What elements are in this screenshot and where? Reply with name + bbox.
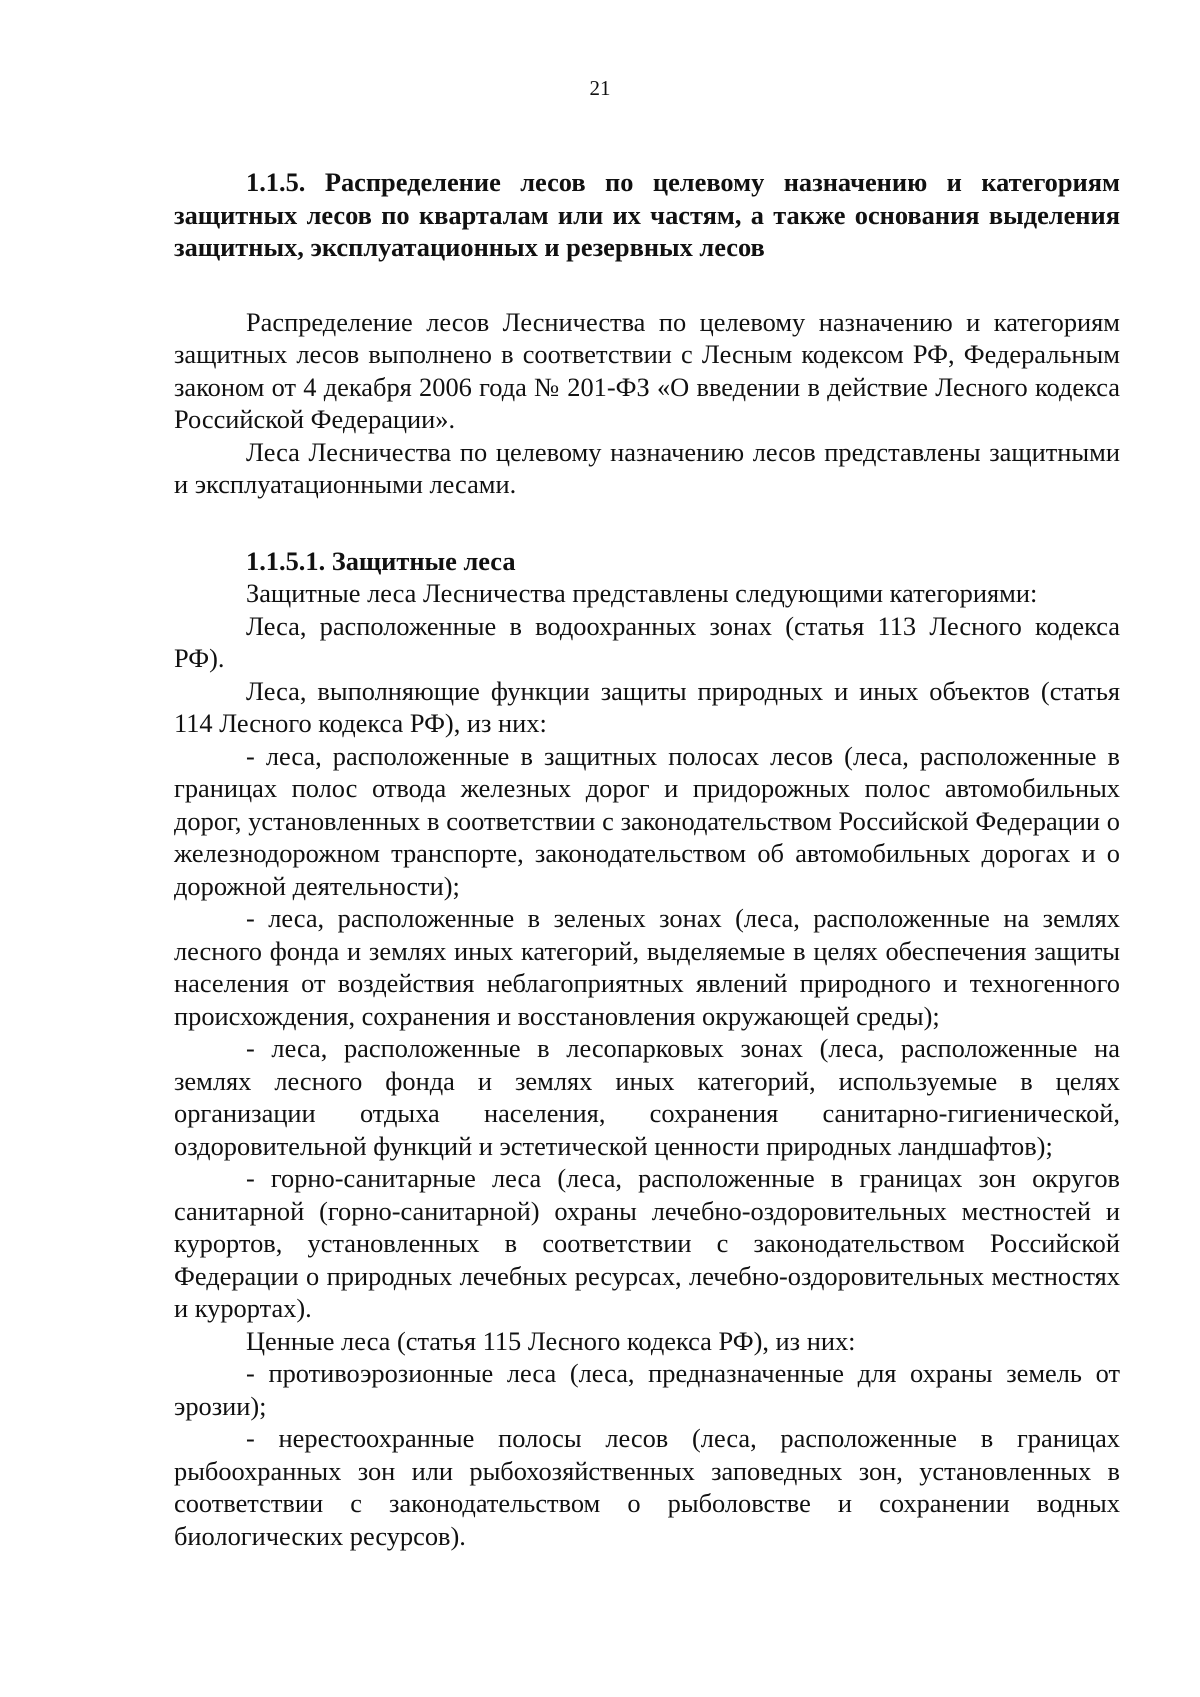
section-heading: 1.1.5. Распределение лесов по целевому назначению и категориям защитных лесов по кварталам или их частям, а также основания выделения защитных, эксплуатационных и резервных лесов	[174, 167, 1120, 262]
list-item: - горно-санитарные леса (леса, расположенные в границах зон округов санитарной (горно-санитарной) охраны лечебно-оздоровительных местностей и курортов, установленных в соответствии с законодательством Российской Федерации о природных лечебных ресурсах, лечебно-оздоровительных местностях и курортах).	[174, 1163, 1120, 1323]
spacer	[174, 264, 1120, 306]
list-item: - леса, расположенные в защитных полосах лесов (леса, расположенные в границах полос отвода железных дорог и придорожных полос автомобильных дорог, установленных в соответствии с законодательством Российской Федерации о железнодорожном транспорте, законодательством об автомобильных дорогах и о дорожной деятельности);	[174, 740, 1120, 901]
list-item: - нерестоохранные полосы лесов (леса, расположенные в границах рыбоохранных зон или рыбохозяйственных заповедных зон, установленных в соответствии с законодательством о рыболовстве и сохранении водных биологических ресурсов).	[174, 1423, 1120, 1551]
list-item: - леса, расположенные в лесопарковых зонах (леса, расположенные на землях лесного фонда и землях иных категорий, используемые в целях организации отдыха населения, сохранения санитарно-гигиенической, оздоровительной функций и эстетической ценности природных ландшафтов);	[174, 1033, 1120, 1161]
paragraph: Леса Лесничества по целевому назначению лесов представлены защитными и эксплуатационными лесами.	[174, 436, 1120, 499]
subsection-heading: 1.1.5.1. Защитные леса	[246, 545, 516, 576]
spacer	[174, 501, 1120, 545]
list-item: - леса, расположенные в зеленых зонах (леса, расположенные на землях лесного фонда и землях иных категорий, выделяемые в целях обеспечения защиты населения от воздействия неблагоприятных явлений природного и техногенного происхождения, сохранения и восстановления окружающей среды);	[174, 903, 1120, 1031]
paragraph: Леса, расположенные в водоохранных зонах (статья 113 Лесного кодекса РФ).	[174, 610, 1120, 673]
page-number: 21	[589, 76, 611, 100]
paragraph: Защитные леса Лесничества представлены следующими категориями:	[246, 578, 1038, 608]
paragraph: Леса, выполняющие функции защиты природных и иных объектов (статья 114 Лесного кодекса РФ), из них:	[174, 675, 1120, 738]
paragraph: Ценные леса (статья 115 Лесного кодекса РФ), из них:	[246, 1325, 856, 1356]
list-item: - противоэрозионные леса (леса, предназначенные для охраны земель от эрозии);	[174, 1358, 1120, 1421]
page-content	[174, 166, 1120, 1552]
paragraph: Распределение лесов Лесничества по целевому назначению и категориям защитных лесов выполнено в соответствии с Лесным кодексом РФ, Федеральным законом от 4 декабря 2006 года № 201-ФЗ «О введении в действие Лесного кодекса Российской Федерации».	[174, 306, 1120, 434]
